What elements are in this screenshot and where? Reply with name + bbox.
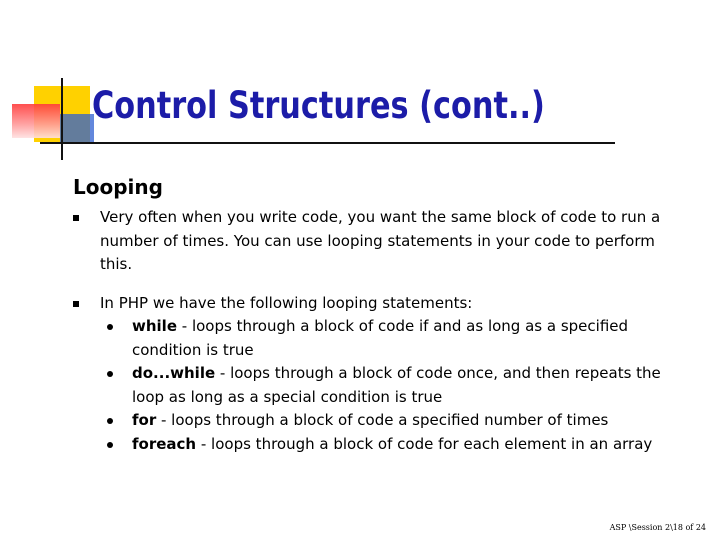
- bullet-item: [73, 292, 683, 457]
- loop-keyword: do...while: [132, 364, 216, 382]
- loop-keyword: foreach: [132, 434, 197, 453]
- logo-blue-block: [60, 114, 94, 144]
- bullet-text: In PHP we have the following looping statements:: [100, 293, 473, 312]
- sub-bullet-item: [100, 409, 683, 433]
- bullet-list: [73, 206, 683, 471]
- sub-bullet-item: [100, 315, 683, 362]
- bullet-text: Very often when you write code, you want the same block of code to run a number of times. You can use looping statements in your code to perform this.: [100, 208, 661, 273]
- loop-keyword: while: [132, 317, 177, 335]
- section-heading: Looping: [73, 175, 163, 199]
- sub-bullet-item: [100, 433, 683, 457]
- slide-title: Control Structures (cont..): [92, 84, 545, 127]
- loop-description: - loops through a block of code a specified number of times: [156, 411, 609, 429]
- title-horizontal-rule: [40, 142, 615, 144]
- slide-footer: ASP \Session 2\18 of 24: [609, 523, 706, 532]
- round-bullet-icon: [107, 418, 113, 424]
- loop-description: - loops through a block of code once, and then repeats the loop as long as a special condition is true: [132, 364, 661, 406]
- round-bullet-icon: [107, 324, 113, 330]
- round-bullet-icon: [107, 371, 113, 377]
- loop-keyword: for: [132, 411, 157, 429]
- round-bullet-icon: [107, 442, 113, 448]
- logo-red-block: [12, 104, 60, 138]
- loop-description: - loops through a block of code for each element in an array: [196, 434, 653, 453]
- square-bullet-icon: [73, 301, 79, 307]
- sub-bullet-list: [100, 315, 683, 456]
- sub-bullet-item: [100, 362, 683, 409]
- loop-description: - loops through a block of code if and as long as a specified condition is true: [132, 317, 629, 359]
- square-bullet-icon: [73, 215, 79, 221]
- bullet-item: [73, 206, 683, 277]
- title-vertical-rule: [61, 78, 63, 160]
